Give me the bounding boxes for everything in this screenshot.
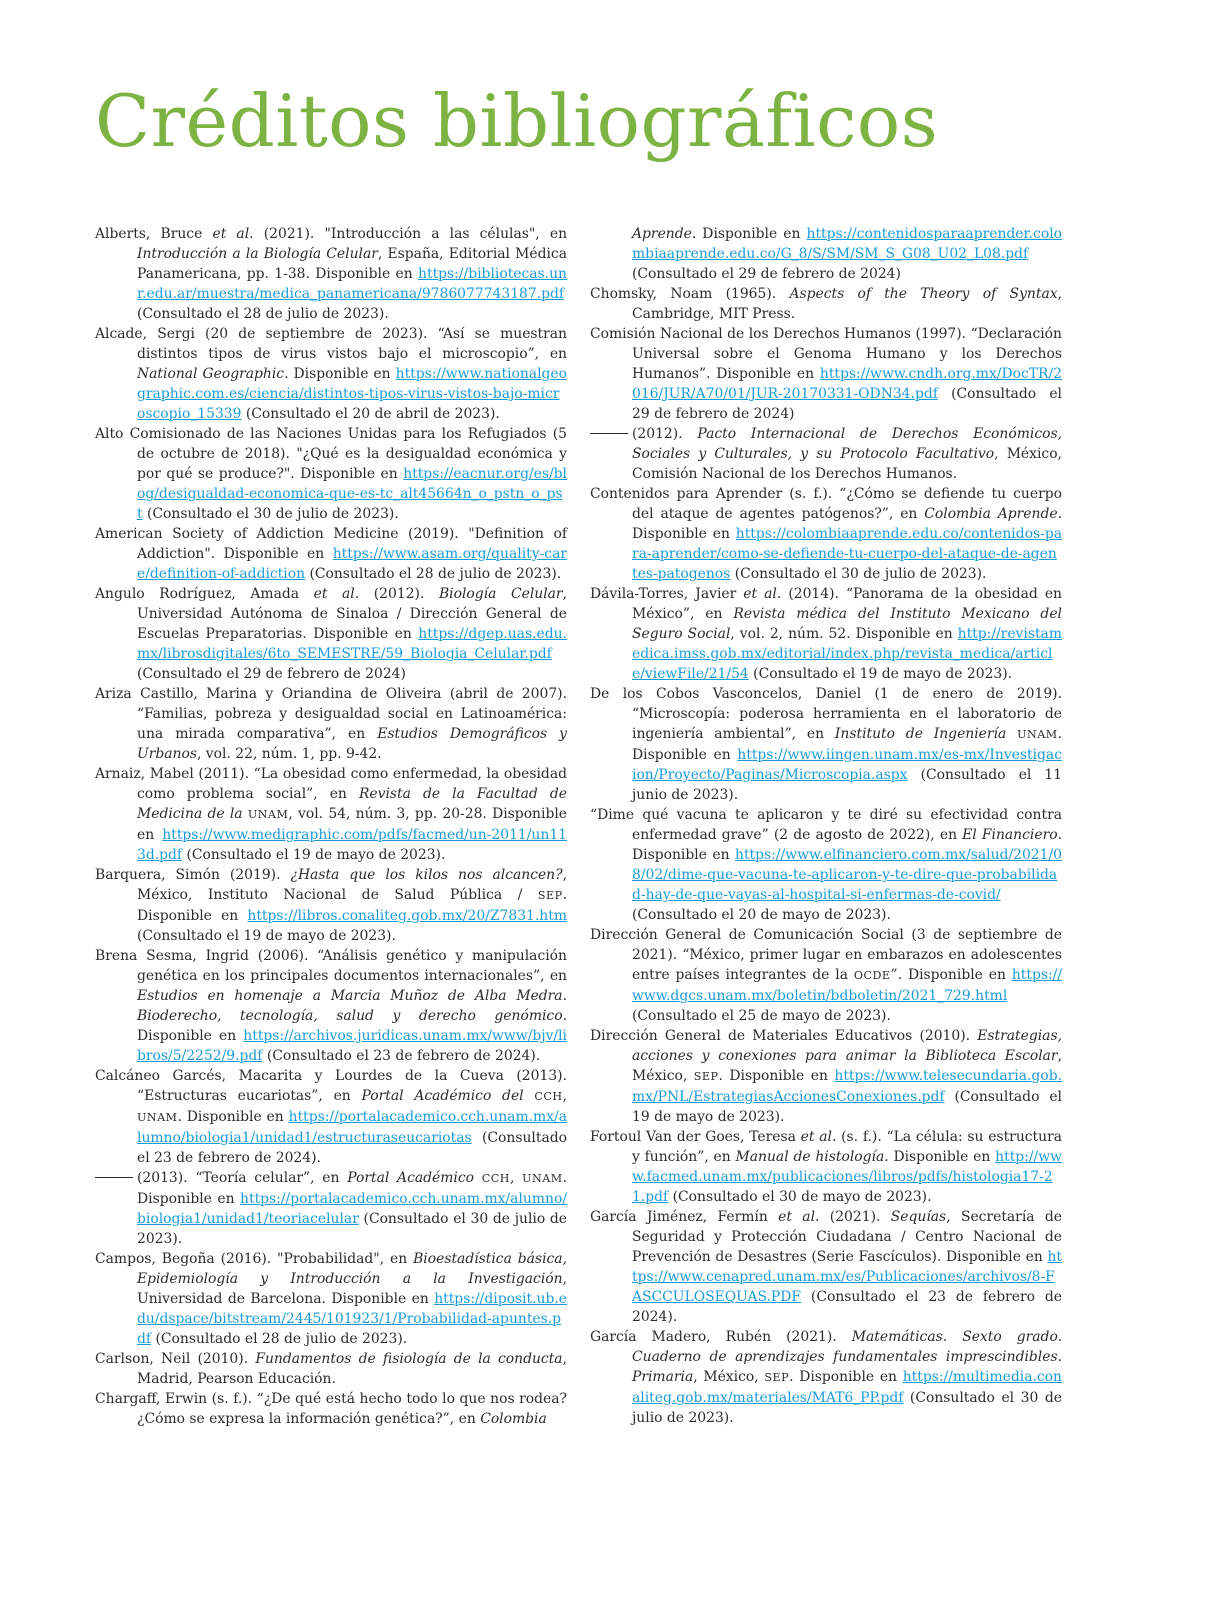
reference-italic-text: National Geographic [137, 366, 285, 382]
reference-entry [95, 1349, 567, 1389]
reference-text: Comisión Nacional de los Derechos Humanos (1997). “Declaración Universal sobre el Genoma Humano y los Derechos Humanos”. Disponible en [590, 326, 1062, 382]
reference-italic-text: Aspects of the Theory of Syntax [789, 286, 1058, 302]
reference-link[interactable]: https://libros.conaliteg.gob.mx/20/Z7831.htm [247, 908, 567, 924]
reference-text: , Madrid, Pearson Educación. [137, 1351, 567, 1387]
reference-acronym: SEP [764, 1371, 790, 1384]
reference-link[interactable]: https://portalacademico.cch.unam.mx/alumno/biologia1/unidad1/teoriacelular [137, 1191, 567, 1227]
reference-text: (Consultado el 29 de febrero de 2024) [632, 266, 901, 282]
reference-text: . Disponible en [789, 1369, 903, 1385]
reference-acronym: CCH [534, 1090, 563, 1103]
reference-entry [95, 946, 567, 1066]
reference-text: . Disponible en [632, 506, 1063, 542]
reference-text: Dirección General de Comunicación Social (3 de septiembre de 2021). “México, primer lugar en embarazos en adolescentes entre países integrantes de la [590, 927, 1062, 983]
reference-text: . Disponible en [632, 726, 1063, 763]
reference-link[interactable]: https://eacnur.org/es/blog/desigualdad-economica-que-es-tc_alt45664n_o_pstn_o_pst [137, 466, 567, 522]
reference-entry [590, 324, 1062, 424]
right-column [590, 224, 1062, 1428]
reference-italic-text: Pacto Internacional de Derechos Económicos, Sociales y Culturales, y su Protocolo Facultativo [632, 426, 1063, 462]
reference-text: , Secretaría de Seguridad y Protección Ciudadana / Centro Nacional de Prevención de Desastres (Serie Fascículos). Disponible en [632, 1209, 1063, 1265]
reference-text: (Consultado el 23 de febrero de 2024). [632, 1289, 1062, 1325]
reference-entry [590, 1327, 1062, 1428]
reference-italic-text: et al. [313, 586, 360, 602]
reference-entry [590, 284, 1062, 324]
reference-italic-text: Colombia [480, 1411, 547, 1427]
reference-link[interactable]: https://www.elfinanciero.com.mx/salud/2021/08/02/dime-que-vacuna-te-aplicaron-y-te-dire-que-probabilidad-hay-de-que-vayas-al-hospital-si-enfermas-de-covid/ [632, 847, 1062, 903]
reference-text: (Consultado el 30 de julio de 2023). [730, 566, 987, 582]
reference-italic-text: Revista médica del Instituto Mexicano del Seguro Social [632, 606, 1062, 642]
reference-link[interactable]: https://diposit.ub.edu/dspace/bitstream/2445/101923/1/Probabilidad-apuntes.pdf [137, 1291, 567, 1347]
reference-text: (Consultado el 25 de mayo de 2023). [632, 1008, 891, 1024]
reference-text: , [562, 1088, 567, 1104]
reference-text: (Consultado el 29 de febrero de 2024) [632, 386, 1062, 422]
reference-italic-text: et al. [778, 1209, 820, 1225]
reference-italic-text: Manual de histología [735, 1149, 885, 1165]
reference-text: , Universidad Autónoma de Sinaloa / Dirección General de Escuelas Preparatorias. Disponible en [137, 586, 567, 642]
reference-entry [590, 1026, 1062, 1127]
reference-acronym: UNAM [1017, 728, 1058, 741]
reference-link[interactable]: https://archivos.juridicas.unam.mx/www/bjv/libros/5/2252/9.pdf [137, 1028, 567, 1064]
reference-text: , México, Comisión Nacional de los Derechos Humanos. [632, 446, 1062, 482]
same-author-dash [590, 433, 628, 434]
reference-italic-text: Portal Académico [347, 1170, 482, 1186]
reference-entry [95, 684, 567, 764]
reference-acronym: SEP [693, 1070, 719, 1083]
reference-text: (2021). "Introducción a las células", en [253, 226, 568, 242]
reference-entry [95, 865, 567, 946]
reference-text: Dávila-Torres, Javier [590, 586, 744, 602]
reference-text: (Consultado el 19 de mayo de 2023). [632, 1089, 1062, 1125]
reference-text: Angulo Rodríguez, Amada [95, 586, 314, 602]
reference-text: “Dime qué vacuna te aplicaron y te diré su efectividad contra enfermedad grave” (2 de agosto de 2022), en [590, 807, 1062, 843]
reference-italic-text: El Financiero [962, 827, 1058, 843]
reference-text: Barquera, Simón (2019). [95, 867, 291, 883]
reference-text: (s. f.). “La célula: su estructura y función”, en [632, 1129, 1062, 1165]
reference-text: (Consultado el 19 de mayo de 2023). [137, 928, 396, 944]
reference-text: . Disponible en [137, 1170, 568, 1207]
reference-link[interactable]: https://www.cenapred.unam.mx/es/Publicaciones/archivos/8-FASCCULOSEQUAS.PDF [632, 1249, 1062, 1305]
reference-entry [590, 684, 1062, 805]
reference-text: Alto Comisionado de las Naciones Unidas para los Refugiados (5 de octubre de 2018). "¿Qué es la desigualdad económica y por qué se produce?". Disponible en [95, 426, 567, 482]
reference-text: Calcáneo Garcés, Macarita y Lourdes de la Cueva (2013). “Estructuras eucariotas”, en [95, 1068, 567, 1104]
reference-text: Ariza Castillo, Marina y Oriandina de Oliveira (abril de 2007). “Familias, pobreza y desigualdad social en Latinoamérica: una mirada comparativa”, en [95, 686, 567, 742]
reference-link[interactable]: https://contenidosparaaprender.colombiaaprende.edu.co/G_8/S/SM/SM_S_G08_U02_L08.pdf [632, 226, 1062, 262]
reference-entry [95, 1249, 567, 1349]
reference-acronym: OCDE [853, 969, 891, 982]
reference-text: (2012). [632, 426, 698, 442]
reference-text: Fortoul Van der Goes, Teresa [590, 1129, 801, 1145]
reference-link[interactable]: https://www.dgcs.unam.mx/boletin/bdboletin/2021_729.html [632, 967, 1063, 1004]
reference-text: , México, [632, 1048, 1062, 1084]
reference-acronym: SEP [537, 889, 563, 902]
reference-italic-text: Aprende [632, 226, 692, 242]
reference-link[interactable]: https://www.telesecundaria.gob.mx/PNL/EstrategiasAccionesConexiones.pdf [632, 1068, 1062, 1105]
reference-entry [590, 925, 1062, 1026]
reference-text: . Disponible en [718, 1068, 835, 1084]
reference-text: , vol. 2, núm. 52. Disponible en [730, 626, 958, 642]
reference-entry [95, 764, 567, 865]
reference-link[interactable]: https://colombiaaprende.edu.co/contenidos-para-aprender/como-se-defiende-tu-cuerpo-del-ataque-de-agentes-patogenos [632, 526, 1062, 582]
reference-text: Chomsky, Noam (1965). [590, 286, 790, 302]
reference-text: (Consultado el 19 de mayo de 2023). [748, 666, 1013, 682]
reference-text: . Disponible en [137, 1008, 567, 1044]
reference-text: (Consultado el 23 de febrero de 2024). [262, 1048, 541, 1064]
reference-entry [95, 524, 567, 584]
reference-text: , México, Instituto Nacional de Salud Pública / [137, 867, 567, 903]
reference-entry [590, 484, 1062, 584]
reference-text: , vol. 54, núm. 3, pp. 20-28. Disponible en [137, 806, 568, 843]
reference-acronym: UNAM [522, 1172, 563, 1185]
reference-text: (2021). [819, 1209, 891, 1225]
reference-text: . Disponible en [884, 1149, 996, 1165]
reference-text: . Disponible en [137, 887, 567, 924]
reference-text: (Consultado el 30 de julio de 2023). [632, 1390, 1062, 1426]
reference-text: (Consultado el 30 de julio de 2023). [142, 506, 399, 522]
reference-italic-text: Estudios en homenaje a Marcia Muñoz de Alba Medra. Bioderecho, tecnología, salud y derecho genómico [137, 988, 567, 1024]
reference-link[interactable]: https://portalacademico.cch.unam.mx/alumno/biologia1/unidad1/estructuraseucariotas [137, 1109, 567, 1146]
reference-link[interactable]: https://bibliotecas.unr.edu.ar/muestra/medica_panamericana/9786077743187.pdf [137, 266, 567, 302]
reference-entry [95, 1389, 567, 1429]
reference-text: , Universidad de Barcelona. Disponible en [137, 1271, 567, 1307]
reference-text: (Consultado el 30 de mayo de 2023). [668, 1189, 932, 1205]
reference-entry [590, 1127, 1062, 1207]
reference-text: (Consultado el 28 de julio de 2023). [305, 566, 562, 582]
reference-text: , [509, 1170, 523, 1186]
reference-acronym: UNAM [137, 1111, 178, 1124]
reference-text: (Consultado el 28 de julio de 2023). [151, 1331, 408, 1347]
reference-text: Campos, Begoña (2016). "Probabilidad", en [95, 1251, 414, 1267]
reference-entry [590, 584, 1062, 684]
reference-text: . Disponible en [177, 1109, 289, 1125]
reference-italic-text: Sequías [890, 1209, 947, 1225]
reference-link[interactable]: http://www.facmed.unam.mx/publicaciones/libros/pdfs/histologia17-21.pdf [632, 1149, 1062, 1205]
reference-italic-text: Fundamentos de fisiología de la conducta [255, 1351, 563, 1367]
reference-entry [95, 1168, 567, 1249]
reference-text: (Consultado el 23 de febrero de 2024). [137, 1130, 567, 1166]
reference-italic-text: et al. [743, 586, 782, 602]
same-author-dash [95, 1177, 133, 1178]
reference-text: , España, Editorial Médica Panamericana, pp. 1-38. Disponible en [137, 246, 567, 282]
reference-italic-text: Revista de la Facultad de Medicina de la [137, 786, 567, 822]
reference-italic-text: ¿Hasta que los kilos nos alcancen? [290, 867, 563, 883]
reference-link[interactable]: https://www.medigraphic.com/pdfs/facmed/un-2011/un113d.pdf [137, 827, 567, 863]
reference-italic-text: Bioestadística básica, Epidemiología y Introducción a la Investigación [137, 1251, 567, 1287]
reference-entry [590, 1207, 1062, 1327]
reference-text: (Consultado el 30 de julio de 2023). [137, 1211, 567, 1247]
reference-text: (Consultado el 20 de mayo de 2023). [632, 907, 891, 923]
reference-text: Brena Sesma, Ingrid (2006). “Análisis genético y manipulación genética en los principales documentos internacionales”, en [95, 948, 567, 984]
reference-text: (Consultado el 19 de mayo de 2023). [182, 847, 446, 863]
reference-entry-continuation [590, 224, 1062, 284]
reference-entry [590, 424, 1062, 484]
reference-text: García Madero, Rubén (2021). [590, 1329, 852, 1345]
reference-text: , Cambridge, MIT Press. [632, 286, 1062, 322]
reference-text: American Society of Addiction Medicine (2019). "Definition of Addiction". Disponible en [95, 526, 567, 562]
reference-entry [95, 324, 567, 424]
reference-entry [95, 224, 567, 324]
reference-link[interactable]: https://www.nationalgeographic.com.es/ciencia/distintos-tipos-virus-vistos-bajo-microscopio_15339 [137, 366, 567, 422]
reference-italic-text: Portal Académico del [361, 1088, 535, 1104]
reference-acronym: UNAM [247, 808, 289, 821]
left-column [95, 224, 567, 1429]
reference-italic-text: Estrategias, acciones y conexiones para animar la Biblioteca Escolar [632, 1028, 1062, 1064]
reference-text: . Disponible en [632, 827, 1062, 863]
reference-text: ”. Disponible en [890, 967, 1012, 983]
reference-italic-text: Matemáticas. Sexto grado. Cuaderno de aprendizajes fundamentales imprescindibles. Primaria [632, 1329, 1062, 1385]
reference-text: . Disponible en [284, 366, 396, 382]
reference-text: (Consultado el 28 de julio de 2023). [137, 306, 389, 322]
reference-link[interactable]: https://www.cndh.org.mx/DocTR/2016/JUR/A70/01/JUR-20170331-ODN34.pdf [632, 366, 1062, 402]
reference-entry [95, 1066, 567, 1168]
reference-link[interactable]: https://www.iingen.unam.mx/es-mx/Investigacion/Proyecto/Paginas/Microscopia.aspx [632, 747, 1062, 783]
reference-text: Contenidos para Aprender (s. f.). “¿Cómo se defiende tu cuerpo del ataque de agentes patógenos?”, en [590, 486, 1062, 522]
reference-text: (Consultado el 11 junio de 2023). [632, 767, 1062, 803]
reference-text: (Consultado el 20 de abril de 2023). [241, 406, 500, 422]
reference-text: Alcade, Sergi (20 de septiembre de 2023). “Así se muestran distintos tipos de virus vistos bajo el microscopio”, en [95, 326, 567, 362]
reference-link[interactable]: https://www.asam.org/quality-care/definition-of-addiction [137, 546, 567, 582]
reference-text: , vol. 22, núm. 1, pp. 9-42. [196, 746, 382, 762]
reference-italic-text: et al. [212, 226, 254, 242]
reference-italic-text: Instituto de Ingeniería [834, 726, 1018, 742]
reference-link[interactable]: https://dgep.uas.edu.mx/librosdigitales/6to_SEMESTRE/59_Biologia_Celular.pdf [137, 626, 567, 662]
reference-text: , México, [693, 1369, 765, 1385]
reference-text: De los Cobos Vasconcelos, Daniel (1 de enero de 2019). “Microscopía: poderosa herramienta en el laboratorio de ingeniería ambiental”, en [590, 686, 1062, 742]
reference-text: (2013). “Teoría celular”, en [137, 1170, 348, 1186]
reference-text: Carlson, Neil (2010). [95, 1351, 256, 1367]
reference-text: (Consultado el 29 de febrero de 2024) [137, 666, 406, 682]
reference-italic-text: Biología Celular [438, 586, 563, 602]
reference-text: (2014). “Panorama de la obesidad en México”, en [632, 586, 1062, 622]
reference-entry [95, 424, 567, 524]
reference-entry [95, 584, 567, 684]
page-title: Créditos bibliográficos [95, 79, 939, 163]
reference-italic-text: Introducción a la Biología Celular [137, 246, 378, 262]
reference-text: Dirección General de Materiales Educativos (2010). [590, 1028, 978, 1044]
reference-text: . Disponible en [691, 226, 807, 242]
reference-text: García Jiménez, Fermín [590, 1209, 779, 1225]
reference-link[interactable]: https://multimedia.conaliteg.gob.mx/materiales/MAT6_PP.pdf [632, 1369, 1062, 1406]
reference-text: Alberts, Bruce [95, 226, 213, 242]
reference-entry [590, 805, 1062, 925]
reference-text: Arnaiz, Mabel (2011). “La obesidad como enfermedad, la obesidad como problema social”, en [95, 766, 567, 802]
reference-text: Chargaff, Erwin (s. f.). “¿De qué está hecho todo lo que nos rodea? ¿Cómo se expresa la información genética?”, en [95, 1391, 567, 1427]
reference-italic-text: Colombia Aprende [924, 506, 1058, 522]
reference-italic-text: Estudios Demográficos y Urbanos [137, 726, 567, 762]
reference-acronym: CCH [481, 1172, 510, 1185]
reference-link[interactable]: http://revistamedica.imss.gob.mx/editorial/index.php/revista_medica/article/viewFile/21/54 [632, 626, 1062, 682]
reference-italic-text: et al. [800, 1129, 837, 1145]
reference-text: (2012). [359, 586, 439, 602]
